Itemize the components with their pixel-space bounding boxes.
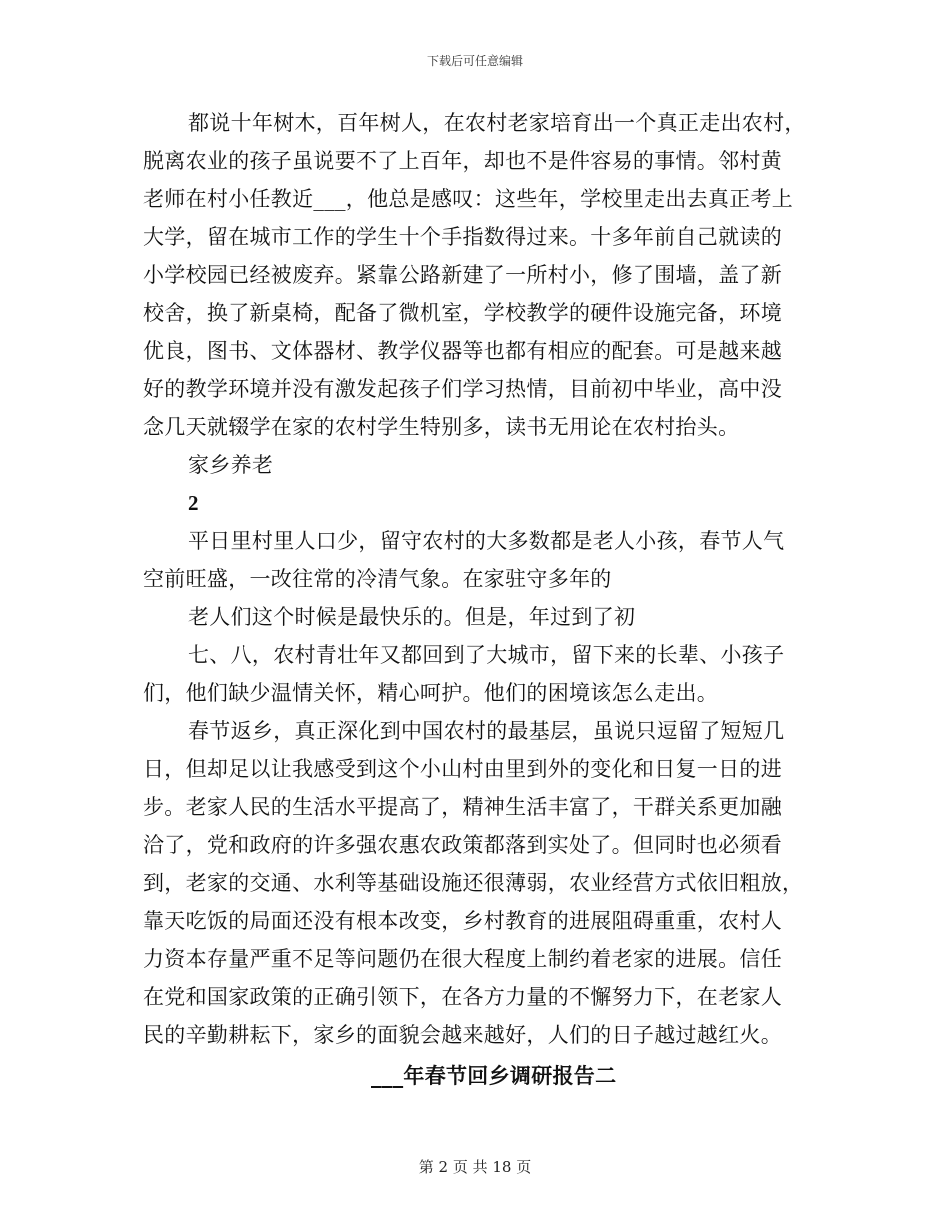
- paragraph-line: 在党和国家政策的正确引领下，在各方力量的不懈努力下，在老家人: [143, 985, 782, 1009]
- subsection-number: 2: [188, 491, 199, 515]
- section-heading: ___年春节回乡调研报告二: [371, 1063, 617, 1088]
- document-body: [143, 104, 806, 1095]
- paragraph-line: 日，但却足以让我感受到这个小山村由里到外的变化和日复一日的进: [143, 757, 782, 781]
- paragraph-line: 民的辛勤耕耘下，家乡的面貌会越来越好，人们的日子越过越红火。: [143, 1023, 782, 1047]
- paragraph-line: 到，老家的交通、水利等基础设施还很薄弱，农业经营方式依旧粗放，: [143, 871, 804, 895]
- paragraph-line: 念几天就辍学在家的农村学生特别多，读书无用论在农村抬头。: [143, 415, 740, 439]
- paragraph-line: 小学校园已经被废弃。紧靠公路新建了一所村小，修了围墙，盖了新: [143, 263, 782, 287]
- paragraph-line: 春节返乡，真正深化到中国农村的最基层，虽说只逗留了短短几: [188, 719, 785, 743]
- paragraph-line: 们，他们缺少温情关怀，精心呵护。他们的困境该怎么走出。: [143, 681, 719, 705]
- paragraph-line: 空前旺盛，一改往常的冷清气象。在家驻守多年的: [143, 567, 612, 591]
- paragraph-line: 靠天吃饭的局面还没有根本改变，乡村教育的进展阻碍重重，农村人: [143, 909, 782, 933]
- paragraph-line: 脱离农业的孩子虽说要不了上百年，却也不是件容易的事情。邻村黄: [143, 149, 782, 173]
- paragraph-line: 步。老家人民的生活水平提高了，精神生活丰富了，干群关系更加融: [143, 795, 782, 819]
- page-header: 下载后可任意编辑: [426, 54, 523, 68]
- paragraph-line: 力资本存量严重不足等问题仍在很大程度上制约着老家的进展。信任: [143, 947, 782, 971]
- paragraph-line: 优良，图书、文体器材、教学仪器等也都有相应的配套。可是越来越: [143, 339, 782, 363]
- paragraph-line: 平日里村里人口少，留守农村的大多数都是老人小孩，春节人气: [188, 529, 785, 553]
- paragraph-line: 都说十年树木，百年树人，在农村老家培育出一个真正走出农村，: [188, 111, 806, 135]
- paragraph-line: 洽了，党和政府的许多强农惠农政策都落到实处了。但同时也必须看: [143, 833, 782, 857]
- paragraph-line: 好的教学环境并没有激发起孩子们学习热情，目前初中毕业，高中没: [143, 377, 782, 401]
- paragraph-line: 校舍，换了新桌椅，配备了微机室，学校教学的硬件设施完备，环境: [143, 301, 782, 325]
- page-number: 第 2 页 共 18 页: [418, 1158, 532, 1176]
- paragraph-line: 老师在村小任教近___，他总是感叹：这些年，学校里走出去真正考上: [143, 187, 794, 211]
- subsection-title: 家乡养老: [188, 453, 274, 477]
- paragraph-line: 七、八，农村青壮年又都回到了大城市，留下来的长辈、小孩子: [188, 643, 785, 667]
- paragraph-line: 老人们这个时候是最快乐的。但是，年过到了初: [188, 605, 636, 629]
- paragraph-line: 大学，留在城市工作的学生十个手指数得过来。十多年前自己就读的: [143, 225, 782, 249]
